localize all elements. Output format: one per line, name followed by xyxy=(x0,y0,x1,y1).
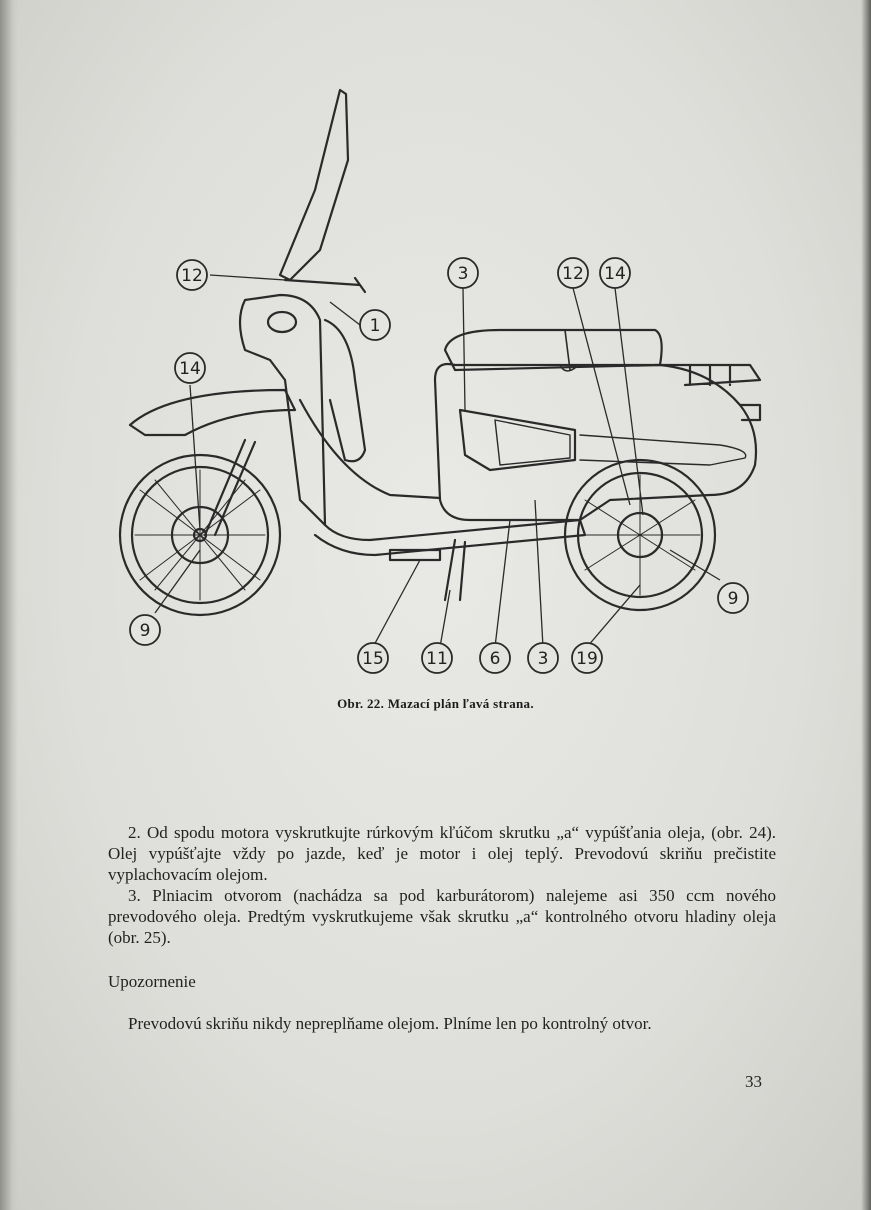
paragraph-step-2 xyxy=(108,822,776,885)
scooter-illustration xyxy=(110,80,780,690)
callout-6 xyxy=(480,643,510,673)
paragraph-text: Prevodovú skriňu nikdy nepreplňame olejom. Plníme len po kontrolný otvor. xyxy=(128,1014,652,1033)
floor-board xyxy=(315,520,585,555)
svg-text:12: 12 xyxy=(562,264,584,284)
handlebar xyxy=(285,278,365,292)
svg-text:14: 14 xyxy=(604,264,626,284)
paragraph-note xyxy=(108,1013,776,1034)
svg-text:6: 6 xyxy=(489,649,501,669)
callout-1 xyxy=(360,310,390,340)
svg-text:9: 9 xyxy=(139,621,151,641)
frame-tube xyxy=(300,400,440,498)
callout-14-right xyxy=(600,258,630,288)
luggage-rack xyxy=(655,365,760,385)
windshield xyxy=(280,90,348,280)
svg-text:19: 19 xyxy=(576,649,598,669)
figure-caption: Obr. 22. Mazací plán ľavá strana. xyxy=(337,696,534,711)
svg-text:15: 15 xyxy=(362,649,384,669)
scooter-lubrication-diagram xyxy=(110,80,780,690)
svg-text:9: 9 xyxy=(727,589,739,609)
callout-19 xyxy=(572,643,602,673)
paragraph-text: 2. Od spodu motora vyskrutkujte rúrkovým kľúčom skrutku „a“ vypúšťania oleja, (obr. 24). Olej vypúšťajte vždy po jazde, keď je motor i olej teplý. Prevodovú skriňu prečistite vyplachovacím olejom. xyxy=(108,823,776,884)
callout-9-left xyxy=(130,615,160,645)
callout-12-right xyxy=(558,258,588,288)
callout-3-bottom xyxy=(528,643,558,673)
headlight xyxy=(268,312,296,332)
front-fender xyxy=(130,390,295,435)
paragraph-text: 3. Plniacim otvorom (nachádza sa pod karburátorom) nalejeme asi 350 ccm nového prevodového oleja. Predtým vyskrutkujeme však skrutku „a“ kontrolného otvoru hladiny oleja (obr. 25). xyxy=(108,886,776,947)
svg-text:3: 3 xyxy=(537,649,549,669)
callout-15 xyxy=(358,643,388,673)
page-number: 33 xyxy=(745,1072,762,1091)
callout-12-left xyxy=(177,260,207,290)
section-heading: Upozornenie xyxy=(108,972,196,991)
callout-3-top xyxy=(448,258,478,288)
paragraph-step-3 xyxy=(108,885,776,948)
page-edge-shadow xyxy=(861,0,871,1210)
callout-9-right xyxy=(718,583,748,613)
svg-text:3: 3 xyxy=(457,264,469,284)
side-vent-panel xyxy=(460,410,575,470)
svg-text:14: 14 xyxy=(179,359,201,379)
callout-11 xyxy=(422,643,452,673)
callout-14-left xyxy=(175,353,205,383)
rear-body xyxy=(435,364,756,520)
svg-text:12: 12 xyxy=(181,266,203,286)
leg-shield xyxy=(325,320,365,461)
page-binding-shadow xyxy=(0,0,18,1210)
svg-text:1: 1 xyxy=(369,316,381,336)
svg-text:11: 11 xyxy=(426,649,448,669)
